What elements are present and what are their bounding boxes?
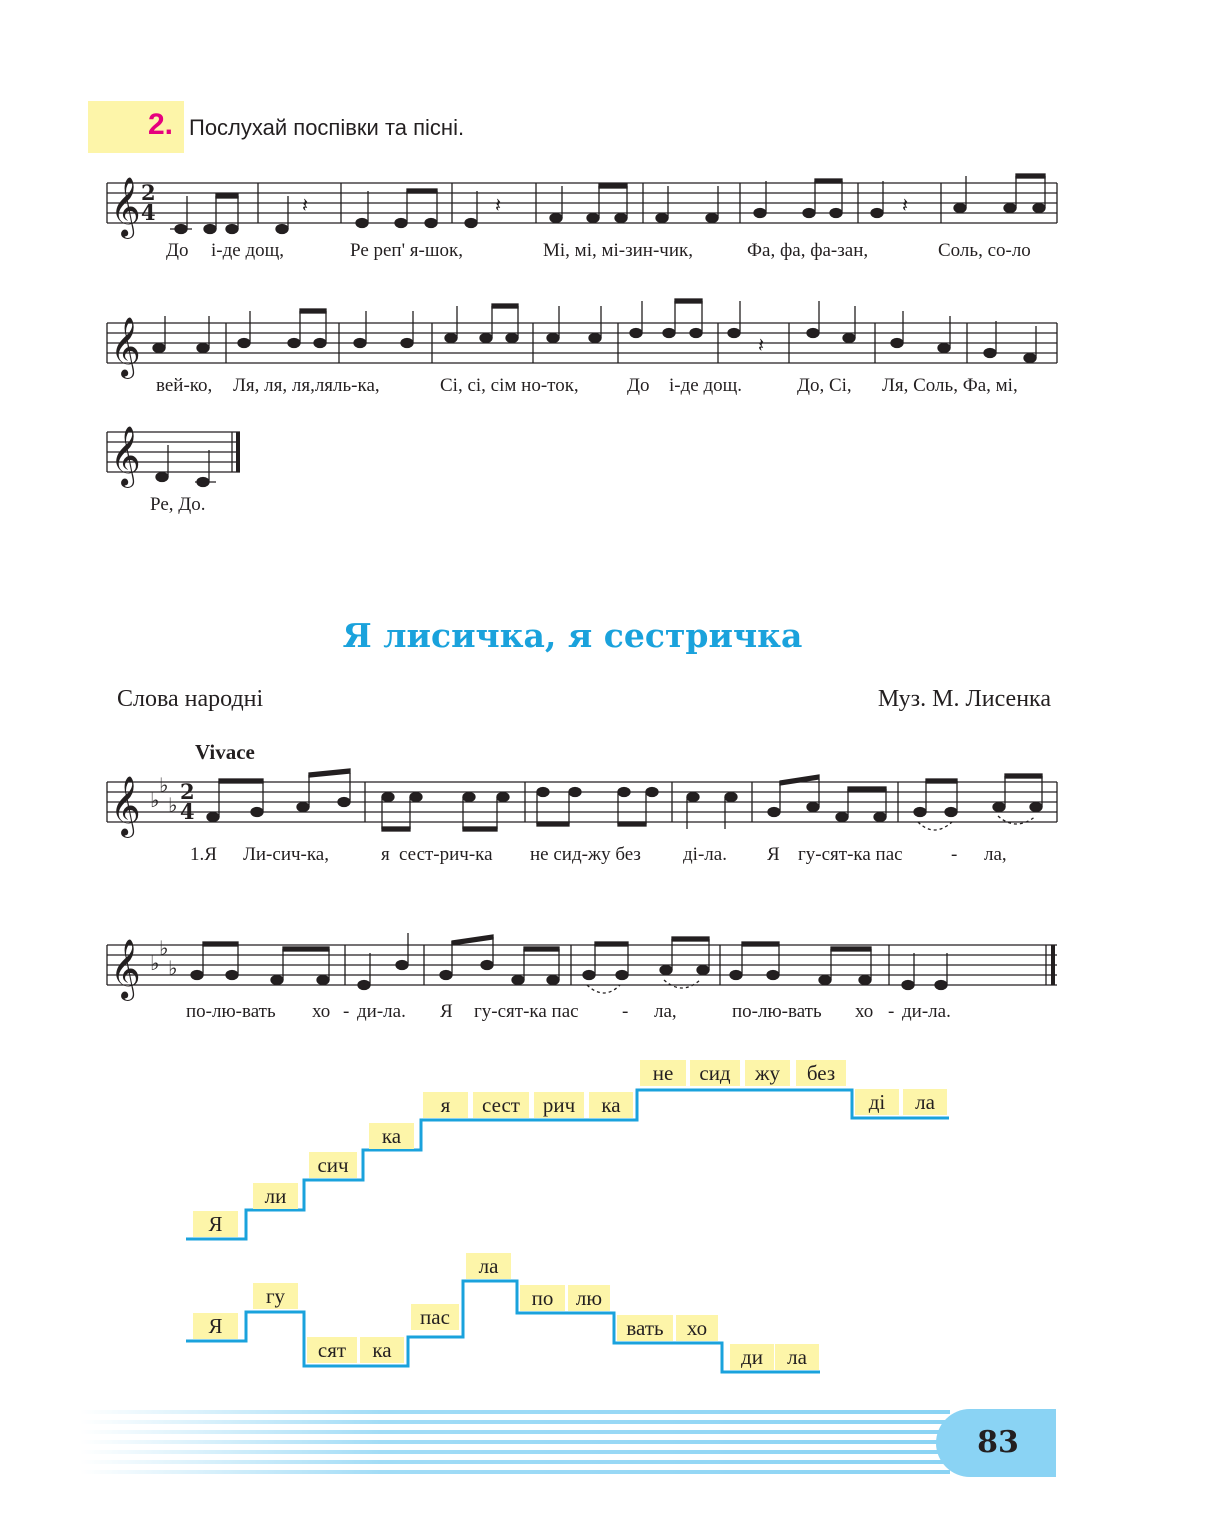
- svg-text:𝄽: 𝄽: [302, 193, 309, 217]
- svg-text:♭: ♭: [168, 956, 178, 980]
- lyric: ди-ла.: [357, 1001, 406, 1022]
- exercise-number: 2.: [148, 108, 174, 141]
- syllable-box: Я: [193, 1313, 238, 1339]
- lyric: Ре реп' я-шок,: [350, 240, 463, 261]
- svg-text:2: 2: [141, 180, 156, 205]
- lyric: Ля, Соль, Фа, мі,: [882, 375, 1018, 396]
- svg-text:♭: ♭: [159, 936, 169, 960]
- lyric: ла,: [984, 844, 1007, 865]
- syllable-box: гу: [253, 1283, 298, 1309]
- svg-text:𝄞: 𝄞: [110, 317, 141, 377]
- song-title: Я лисичка, я сестричка: [342, 616, 803, 655]
- svg-text:𝄽: 𝄽: [758, 333, 765, 357]
- lyric: і-де дощ.: [669, 375, 743, 396]
- svg-text:𝄞: 𝄞: [110, 426, 141, 486]
- lyrics-credit: Слова народні: [117, 686, 264, 712]
- lyric: Мі, мі, мі-зин-чик,: [543, 240, 693, 261]
- lyric: я: [381, 844, 390, 865]
- lyric: -: [888, 1001, 895, 1022]
- svg-text:𝄽: 𝄽: [495, 193, 502, 217]
- treble-clef: 𝄞: [110, 177, 141, 237]
- syllable-box: ді: [855, 1089, 899, 1115]
- syllable-box: я: [423, 1092, 468, 1118]
- syllable-box: сич: [309, 1152, 357, 1178]
- syllable-box: без: [796, 1060, 846, 1086]
- lyric: сест-рич-ка: [399, 844, 493, 865]
- exercise-instruction: Послухай поспівки та пісні.: [189, 115, 465, 140]
- lyric: Сі, сі, сім но-ток,: [440, 375, 579, 396]
- syllable-box: ди: [730, 1344, 774, 1370]
- lyric: і-де дощ,: [211, 240, 285, 261]
- lyric: хо: [312, 1001, 331, 1022]
- syllable-box: сид: [690, 1060, 740, 1086]
- syllable-box: сят: [307, 1337, 357, 1363]
- syllable-box: хо: [676, 1315, 718, 1341]
- syllable-box: пас: [411, 1304, 459, 1330]
- lyric: Я: [767, 844, 780, 865]
- music-credit: Муз. М. Лисенка: [877, 686, 1051, 712]
- lyric: До, Сі,: [797, 375, 852, 396]
- svg-text:♭: ♭: [150, 951, 160, 975]
- svg-text:𝄞: 𝄞: [110, 939, 141, 999]
- syllable-box: лю: [568, 1285, 610, 1311]
- svg-text:𝄽: 𝄽: [902, 193, 909, 217]
- lyric: по-лю-вать: [732, 1001, 822, 1022]
- lyric: гу-сят-ка пас: [798, 844, 903, 865]
- lyric: -: [343, 1001, 350, 1022]
- syllable-box: ла: [775, 1344, 819, 1370]
- lyric: Ли-сич-ка,: [243, 844, 329, 865]
- lyric: -: [622, 1001, 629, 1022]
- syllable-box: рич: [534, 1092, 584, 1118]
- lyric: ла,: [654, 1001, 677, 1022]
- lyric: гу-сят-ка пас: [474, 1001, 579, 1022]
- lyric: До: [166, 240, 189, 261]
- lyric: Я: [440, 1001, 453, 1022]
- lyric: Соль, со-ло: [938, 240, 1031, 261]
- syllable-box: по: [520, 1285, 565, 1311]
- syllable-box: не: [640, 1060, 686, 1086]
- syllable-box: ка: [589, 1092, 633, 1118]
- svg-text:♭: ♭: [150, 788, 160, 812]
- svg-text:♭: ♭: [159, 773, 169, 797]
- lyric: ди-ла.: [902, 1001, 951, 1022]
- syllable-box: жу: [745, 1060, 790, 1086]
- lyric: хо: [855, 1001, 874, 1022]
- lyric: Ля, ля, ля,ляль-ка,: [233, 375, 380, 396]
- lyric: До: [627, 375, 650, 396]
- page-number: 83: [977, 1425, 1019, 1460]
- svg-text:2: 2: [180, 779, 195, 804]
- lyric: ді-ла.: [683, 844, 727, 865]
- lyric: Фа, фа, фа-зан,: [747, 240, 869, 261]
- syllable-box: Я: [193, 1211, 238, 1237]
- syllable-box: ка: [369, 1123, 414, 1149]
- lyric: не сид-жу без: [530, 844, 641, 865]
- syllable-box: сест: [473, 1092, 529, 1118]
- syllable-box: ка: [360, 1337, 404, 1363]
- svg-text:4: 4: [180, 799, 195, 824]
- syllable-box: ла: [903, 1089, 947, 1115]
- lyric: -: [951, 844, 958, 865]
- syllable-box: ли: [253, 1183, 298, 1209]
- lyric: 1.Я: [190, 844, 217, 865]
- svg-text:4: 4: [141, 200, 156, 225]
- svg-text:𝄞: 𝄞: [110, 776, 141, 836]
- svg-text:♭: ♭: [168, 793, 178, 817]
- tempo-marking: Vivace: [195, 740, 255, 764]
- lyric: вей-ко,: [156, 375, 213, 396]
- syllable-box: ла: [466, 1253, 511, 1279]
- lyric: по-лю-вать: [186, 1001, 276, 1022]
- lyric: Ре, До.: [150, 494, 206, 515]
- syllable-box: вать: [617, 1315, 673, 1341]
